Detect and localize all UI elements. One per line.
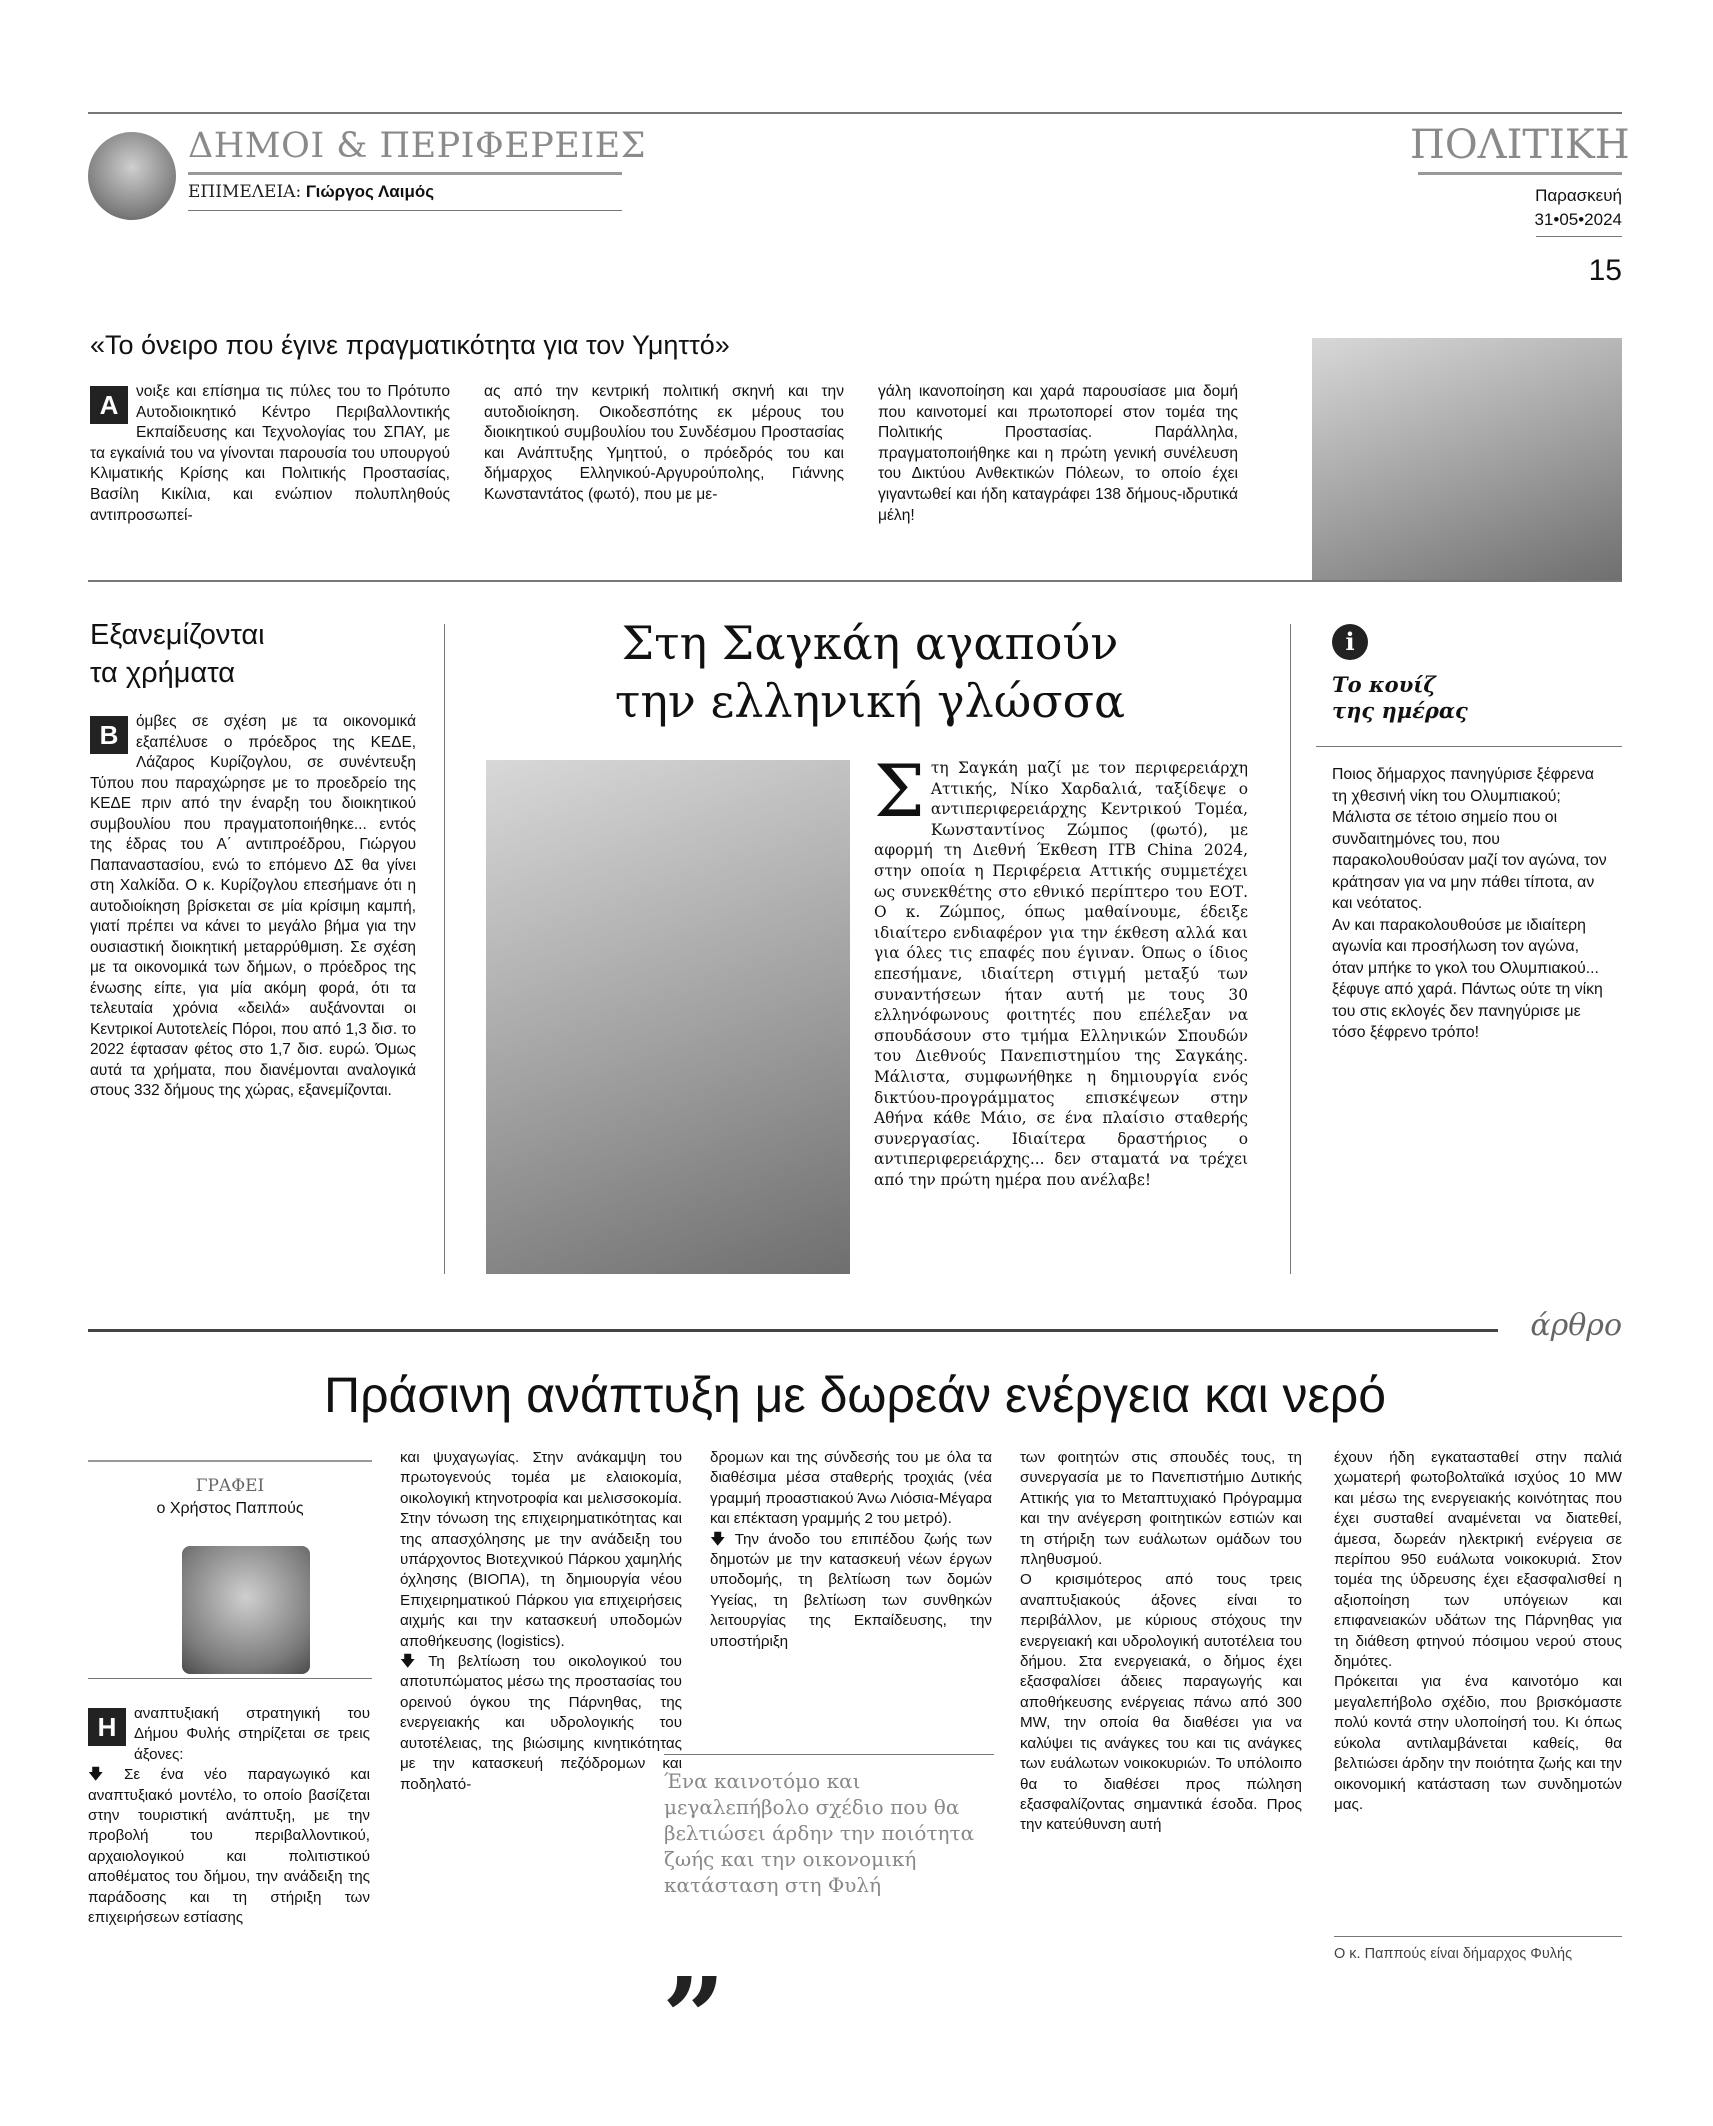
section-title-right: ΠΟΛΙΤΙΚΗ — [1410, 122, 1630, 168]
story1-dropcap: Α — [90, 386, 128, 424]
section-right-underline — [1418, 172, 1622, 175]
article-col4 — [1020, 1448, 1302, 1836]
editor-line — [188, 182, 434, 202]
article-col1-text: αναπτυξιακή στρατηγική του Δήμου Φυλής στηρίζεται σε τρεις άξονες: — [134, 1705, 370, 1763]
article-col2b-text: Τη βελτίωση του οικολογικού του αποτυπώματος μέσω της προστασίας του ορεινού όγκου της Πάρνηθας, της ενεργειακής και υδρολογικής του αυτοτέλειας, της βιώσιμης κινητικότητας με την κατασκευή πεζόδρομων και ποδηλατό- — [400, 1653, 682, 1793]
article-dropcap: Η — [88, 1708, 126, 1746]
byline-rule-top — [88, 1460, 372, 1462]
byline-rule-bottom — [88, 1678, 372, 1679]
quiz-title-line1: Το κουίζ — [1332, 672, 1436, 697]
pullquote-rule — [664, 1754, 994, 1755]
story2-title-line2: τα χρήματα — [90, 657, 235, 689]
quiz-paragraph-3: Αν και παρακολουθούσε με ιδιαίτερη αγωνία και προσήλωση τον αγώνα, όταν μπήκε το γκολ του Ολυμπιακού... ξέφυγε από χαρά. Πάντως ούτε τη νίκη του στις εκλογές δεν πανηγύρισε με τόσο ξέφρενο τρόπο! — [1332, 916, 1603, 1041]
story1-col1-text: νοιξε και επίσημα τις πύλες του το Πρότυπο Αυτοδιοικητικό Κέντρο Περιβαλλοντικής Εκπαίδευσης και Τεχνολογίας του ΣΠΑΥ, με τα εγκαίνιά του να γίνονται παρουσία του υπουργού Κλιματικής Κρίσης και Πολιτικής Προστασίας, Βασίλη Κικίλια, και ενώπιον πολυπληθούς αντιπροσωπεί- — [90, 383, 450, 524]
footnote-rule — [1334, 1936, 1622, 1937]
story1-col3 — [878, 382, 1238, 526]
article-col3b-text: Την άνοδο του επιπέδου ζωής των δημοτών με την κατασκευή νέων έργων υποδομής, τη βελτίωση των δομών Υγείας, τη βελτίωση των συνθηκών λειτουργίας της Εκπαίδευσης, την υποστήριξη — [710, 1530, 992, 1650]
story3-photo — [486, 760, 850, 1274]
arrow-down-icon: 🡇 — [88, 1766, 104, 1784]
story1-photo — [1312, 338, 1622, 580]
article-footnote: Ο κ. Παππούς είναι δήμαρχος Φυλής — [1334, 1946, 1573, 1962]
quiz-title-line2: της ημέρας — [1332, 698, 1468, 723]
info-icon: i — [1332, 624, 1368, 660]
article-col5-text: έχουν ήδη εγκατασταθεί στην παλιά χωματερή φωτοβολταϊκά ισχύος 10 MW και μέσω της ενεργειακής κοινότητας που έχει συσταθεί αναμένεται να διατεθεί, άμεσα, δωρεάν ηλεκτρική ενέργεια σε περίπου 950 ευάλωτα νοικοκυριά. Στον τομέα της ύδρευσης έχει εξασφαλισθεί η αξιοποίηση των υπόγειων και επιφανειακών υδάτων της Πάρνηθας για τη διάθεση φτηνού πόσιμου νερού στους δημότες. — [1334, 1449, 1622, 1671]
story1-col3-text: γάλη ικανοποίηση και χαρά παρουσίασε μια δομή που καινοτομεί και πρωτοπορεί στον τομέα της Πολιτικής Προστασίας. Παράλληλα, πραγματοποιήθηκε και η πρώτη γενική συνέλευση του Δικτύου Ανθεκτικών Πόλεων, το οποίο έχει γιγαντωθεί και ήδη καταγράφει 138 δήμους-ιδρυτικά μέλη! — [878, 383, 1238, 524]
story1-bottom-rule — [88, 580, 1622, 582]
story3-title — [486, 614, 1254, 730]
article-col1 — [88, 1704, 370, 1928]
section-title-left: ΔΗΜΟΙ & ΠΕΡΙΦΕΡΕΙΕΣ — [188, 126, 646, 166]
quiz-paragraph-2: Μάλιστα σε τέτοιο σημείο που οι συνδαιτημόνες του, που παρακολουθούσαν μαζί τον αγώνα, τον κράτησαν για να μην πάθει τίποτα, αν και νεότατος. — [1332, 809, 1607, 912]
quiz-body — [1332, 764, 1608, 1044]
author-photo — [182, 1546, 310, 1674]
article-col1b-text: Σε ένα νέο παραγωγικό και αναπτυξιακό μοντέλο, το οποίο βασίζεται στην τουριστική ανάπτυξη, με την προβολή του περιβαλλοντικού, αρχαιολογικού και πολιτιστικού αποθέματος του δήμου, την ανάδειξη της παράδοσης και τη στήριξη των επιχειρήσεων εστίασης — [88, 1766, 370, 1927]
issue-date: 31•05•2024 — [1534, 210, 1622, 229]
article-col2-text: και ψυχαγωγίας. Στην ανάκαμψη του πρωτογενούς τομέα με ελαιοκομία, οικολογική κτηνοτροφία και μελισσοκομία. Στην τόνωση της επιχειρηματικότητας και της απασχόλησης με την ανάδειξη του υπάρχοντος Βιοτεχνικού Πάρκου χαμηλής όχλησης (ΒΙΟΠΑ), τη δημιουργία νέου Επιχειρηματικού Πάρκου για επιχειρήσεις αιχμής και την κατασκευή υποδομών αποθήκευσης (logistics). — [400, 1449, 682, 1650]
story2-text: όμβες σε σχέση με τα οικονομικά εξαπέλυσε ο πρόεδρος της ΚΕΔΕ, Λάζαρος Κυρίζογλου, σε συνέντευξη Τύπου που παραχώρησε με το προεδρείο της ΚΕΔΕ πριν από την έναρξη του διοικητικού συμβουλίου που πραγματοποιήθηκε... εντός της έδρας του Α΄ αντιπροέδρου, Γιώργου Παπαναστασίου, ενώ το επόμενο ΔΣ θα γίνει στη Χαλκίδα. Ο κ. Κυρίζογλου επεσήμανε ότι η αυτοδιοίκηση βρίσκεται σε μία κρίσιμη καμπή, γιατί πρέπει να κάνει το μεγάλο βήμα για την ουσιαστική διοικητική μεταρρύθμιση. Σε σχέση με τα οικονομικά των δήμων, ο πρόεδρος της ένωσης είπε, για μία ακόμη φορά, ότι τα τελευταία χρόνια «δειλά» αυξάνονται οι Κεντρικοί Αυτοτελείς Πόροι, που από 1,3 δισ. το 2022 έφτασαν φέτος στο 1,7 δισ. ευρώ. Όμως αυτά τα χρήματα, που διανέμονται αναλογικά στους 332 δήμους της χώρας, εξανεμίζονται. — [90, 713, 416, 1099]
quiz-question: Ποιος δήμαρχος πανηγύρισε ξέφρενα τη χθεσινή νίκη του Ολυμπιακού; — [1332, 766, 1595, 805]
divider-vertical-1 — [444, 624, 445, 1274]
story3-title-line2: την ελληνική γλώσσα — [614, 674, 1126, 728]
story2-title-line1: Εξανεμίζονται — [90, 619, 265, 651]
arrow-down-icon: 🡇 — [400, 1653, 416, 1671]
article-rule — [88, 1329, 1498, 1332]
story1-col1 — [90, 382, 450, 526]
byline-label: ΓΡΑΦΕΙ — [195, 1476, 265, 1496]
story3-title-line1: Στη Σαγκάη αγαπούν — [621, 616, 1119, 670]
story2-dropcap: Β — [90, 716, 128, 754]
section-underline — [188, 172, 622, 175]
quiz-title — [1332, 672, 1468, 724]
story3-text: τη Σαγκάη μαζί με τον περιφερειάρχη Αττικής, Νίκο Χαρδαλιά, ταξίδεψε ο αντιπεριφερειάρχης Κεντρικού Τομέα, Κωνσταντίνος Ζώμπος (φωτό), με αφορμή τη Διεθνή Έκθεση ITB China 2024, στην οποία η Περιφέρεια Αττικής συμμετέχει ως συνεκθέτης στο εθνικό περίπτερο του ΕΟΤ. Ο κ. Ζώμπος, όπως μαθαίνουμε, έδειξε ιδιαίτερο ενδιαφέρον για την έκθεση αλλά και για όλες τις επαφές που έγιναν. Όπως ο ίδιος επεσήμανε, ιδιαίτερη στιγμή μεταξύ των συναντήσεων ήταν αυτή με τους 30 ελληνόφωνους φοιτητές που επέλεξαν να σπουδάσουν στο τμήμα Ελληνικών Σπουδών του Διεθνούς Πανεπιστημίου της Σαγκάης. Μάλιστα, συμφωνήθηκε η δημιουργία ενός δικτύου-προγράμματος επισκέψεων στην Αθήνα κάθε Μάιο, σε ένα πλαίσιο σταθερής συνεργασίας. Ιδιαίτερα δραστήριος ο αντιπεριφερειάρχης... δεν σταματά να τρέχει από την πρώτη ημέρα που ανέλαβε! — [874, 759, 1248, 1189]
article-col3-text: δρομων και της σύνδεσής του με όλα τα διαθέσιμα μέσα σταθερής τροχιάς (νέα γραμμή προαστιακού Άνω Λιόσια-Μέγαρα και επέκταση γραμμής 2 του μετρό). — [710, 1449, 992, 1528]
article-col3 — [710, 1448, 992, 1652]
issue-day: Παρασκευή — [1535, 186, 1622, 205]
story2-title — [90, 616, 265, 692]
quote-mark-icon: „ — [664, 1890, 728, 2019]
article-author: ο Χρήστος Παππούς — [156, 1500, 304, 1517]
quiz-title-rule — [1316, 746, 1622, 747]
article-col5b-text: Πρόκειται για ένα καινοτόμο και μεγαλεπήβολο σχέδιο, που βρισκόμαστε πολύ κοντά στην υλοποίησή του. Κι όπως εύκολα αντιλαμβάνεται καθείς, θα βελτιώσει άρδην την ποιότητα ζωής και την οικονομική κατάσταση των συνδημοτών μας. — [1334, 1673, 1622, 1813]
article-col2 — [400, 1448, 682, 1795]
article-col5 — [1334, 1448, 1622, 1815]
editor-label: ΕΠΙΜΕΛΕΙΑ: — [188, 182, 302, 202]
editor-avatar — [88, 132, 176, 220]
divider-vertical-2 — [1290, 624, 1291, 1274]
arrow-down-icon: 🡇 — [710, 1530, 726, 1548]
editor-name: Γιώργος Λαιμός — [305, 182, 435, 201]
story3-body — [874, 749, 1248, 1190]
article-label: άρθρο — [1530, 1308, 1622, 1343]
article-col4b-text: Ο κρισιμότερος από τους τρεις αναπτυξιακούς άξονες είναι το περιβάλλον, με κύριους στόχους την ενεργειακή και υδρολογική αυτοτέλεια του δήμου. Στα ενεργειακά, ο δήμος έχει εξασφαλίσει άδειες παραγωγής και αποθήκευσης ενέργειας πάνω από 300 MW, την οποία θα διαθέσει για να καλύψει τις ανάγκες του και τις ανάγκες των ευάλωτων νοικοκυριών. Το υπόλοιπο θα το διαθέσει προς πώληση εξασφαλίζοντας σημαντικά έσοδα. Προς την κατεύθυνση αυτή — [1020, 1571, 1302, 1834]
story3-dropcap: Σ — [874, 749, 925, 833]
article-title: Πράσινη ανάπτυξη με δωρεάν ενέργεια και νερό — [323, 1367, 1387, 1423]
page-number: 15 — [1588, 254, 1622, 287]
top-rule — [88, 112, 1622, 114]
article-col4-text: των φοιτητών στις σπουδές τους, τη συνεργασία με το Πανεπιστήμιο Δυτικής Αττικής για το Μεταπτυχιακό Πρόγραμμα και την ανέγερση φοιτητικών εστιών και τη στήριξη των ευάλωτων ομάδων του πληθυσμού. — [1020, 1449, 1302, 1569]
date-underline — [1536, 236, 1622, 237]
pull-quote: Ένα καινοτόμο και μεγαλεπήβολο σχέδιο που θα βελτιώσει άρδην την ποιότητα ζωής και την οικονομική κατάσταση στη Φυλή — [664, 1769, 975, 1897]
story1-col2-text: ας από την κεντρική πολιτική σκηνή και την αυτοδιοίκηση. Οικοδεσπότης εκ μέρους του διοικητικού συμβουλίου του Συνδέσμου Προστασίας και Ανάπτυξης Υμηττού, ο πρόεδρός του και δήμαρχος Ελληνικού-Αργυρούπολης, Γιάννης Κωνσταντάτος (φωτό), που με με- — [484, 383, 844, 503]
story1-col2 — [484, 382, 844, 506]
editor-underline — [188, 210, 622, 211]
story1-title: «Το όνειρο που έγινε πραγματικότητα για τον Υμηττό» — [90, 330, 730, 360]
story2-body — [90, 712, 416, 1102]
